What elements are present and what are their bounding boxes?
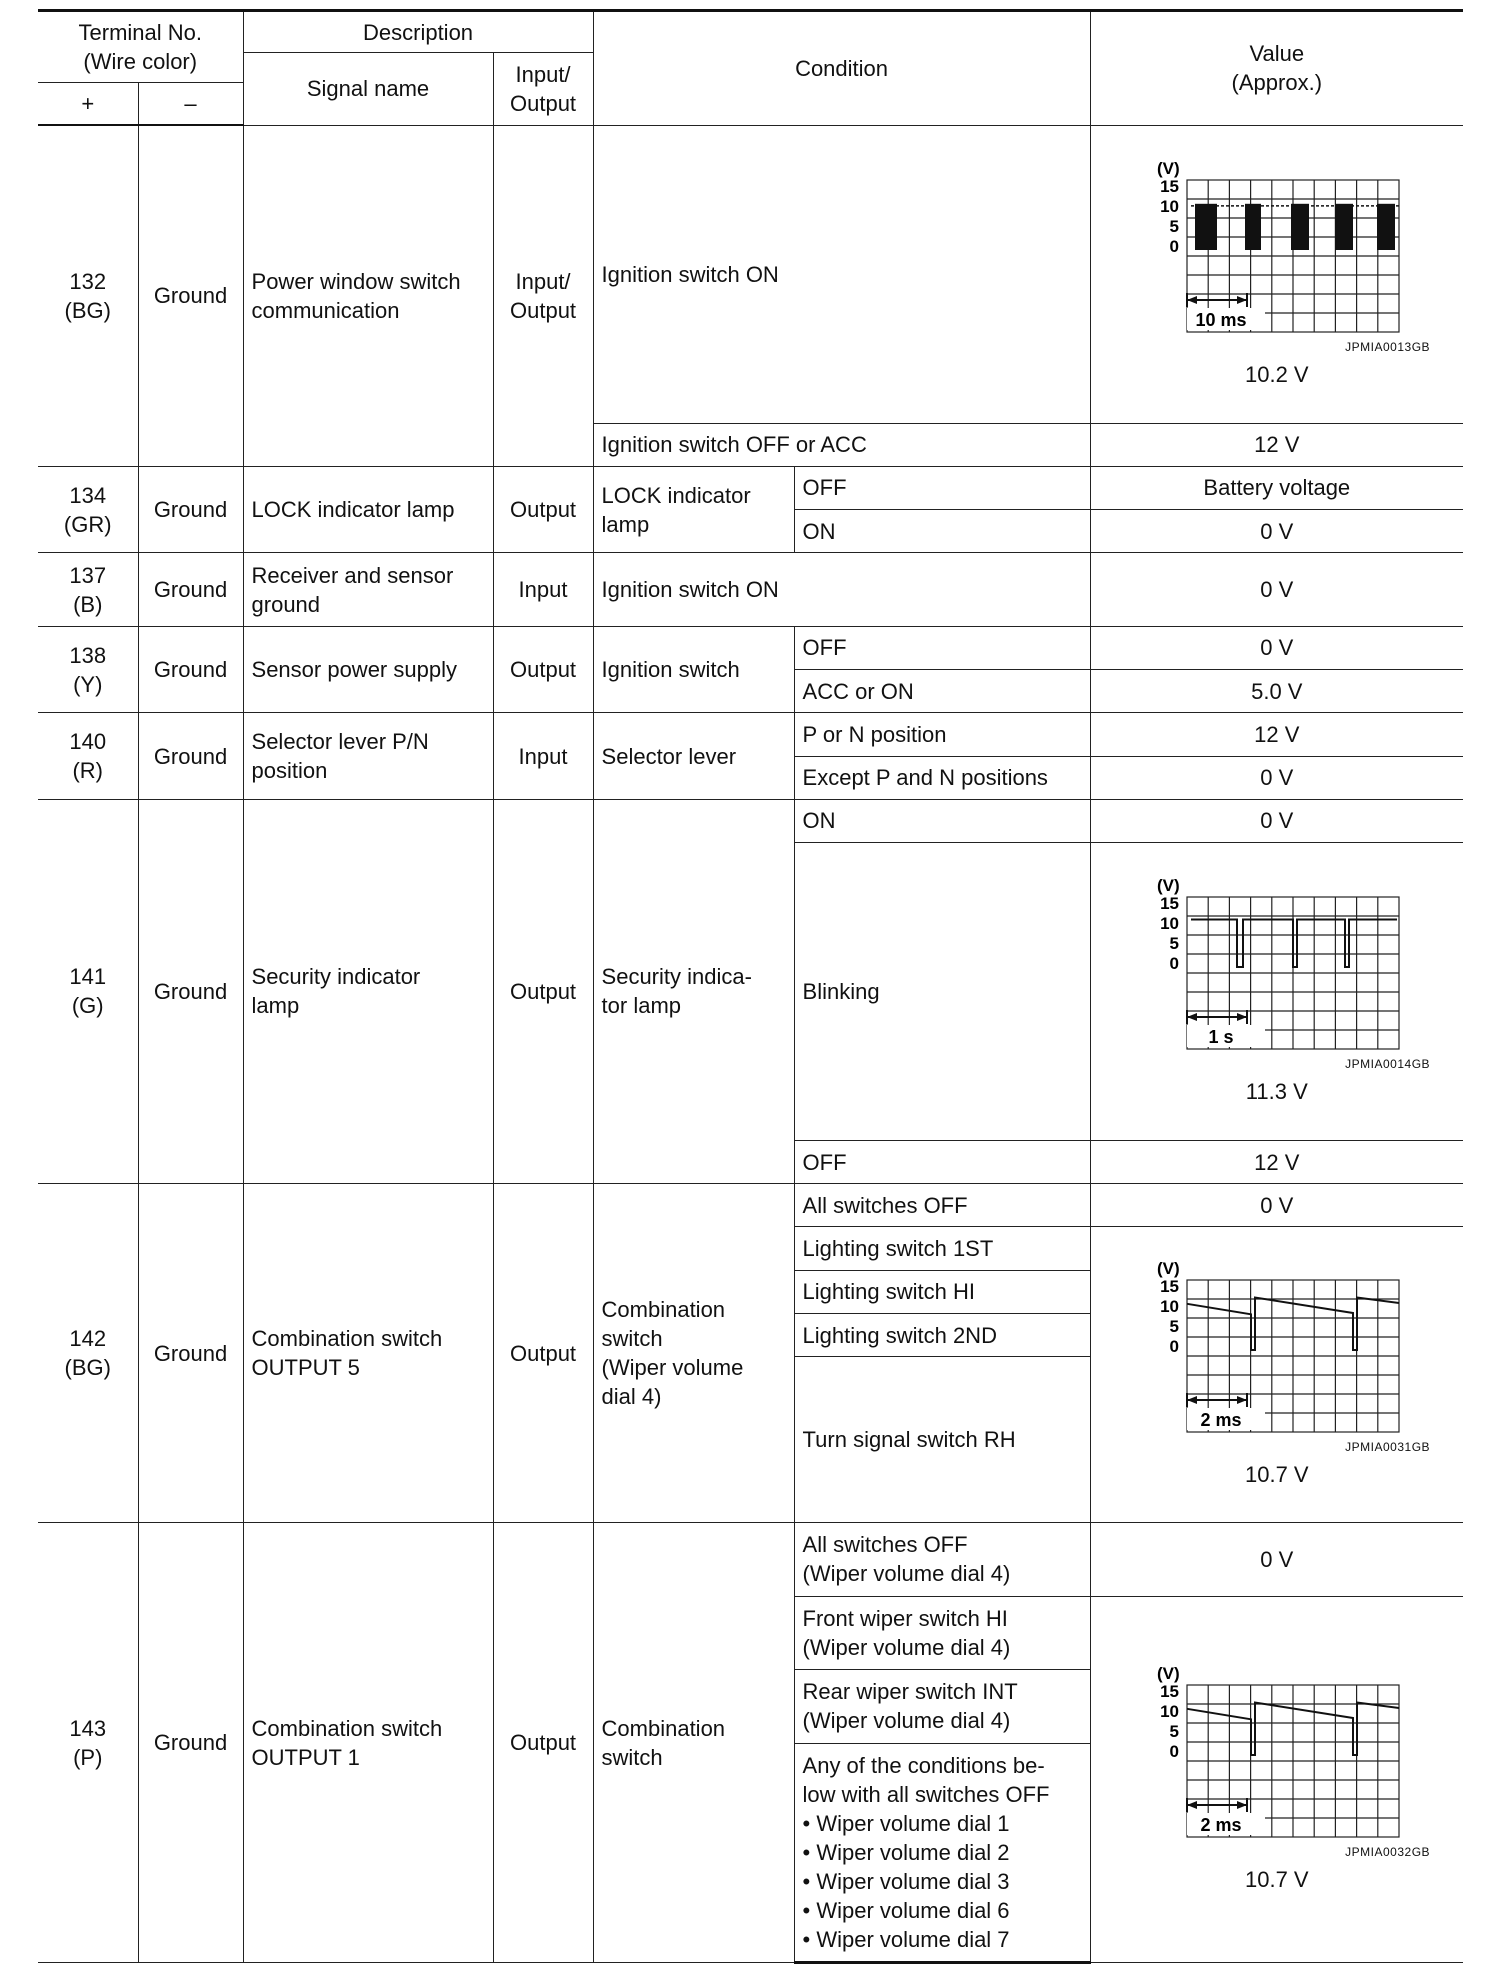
io-cell: Output (493, 1523, 593, 1963)
scope-tick-label: 5 (1169, 1721, 1179, 1741)
sub-condition-cell: Except P and N positions (794, 756, 1090, 799)
bullet-item: • Wiper volume dial 7 (803, 1925, 1082, 1954)
figure-code: JPMIA0032GB (1345, 1844, 1431, 1859)
signal-name-line1: Security indicator (251, 964, 421, 990)
figure-code: JPMIA0031GB (1345, 1440, 1431, 1455)
time-scale-marker (1187, 1798, 1247, 1812)
condition-cell (593, 799, 794, 1183)
value-cell: 12 V (1090, 423, 1463, 466)
value-text: 11.3 V (1245, 1078, 1308, 1104)
condition-cell: Ignition switch ON (593, 125, 1090, 423)
time-scale-label: 2 ms (1200, 1410, 1242, 1431)
sub-condition-cell (794, 1743, 1090, 1962)
condition-line4: dial 4) (601, 1384, 662, 1410)
value-cell-waveform (1090, 1596, 1463, 1962)
signal-name-line1: Receiver and sensor (251, 562, 454, 588)
signal-name-line2: OUTPUT 5 (251, 1355, 360, 1381)
signal-name-cell (243, 125, 493, 466)
io-cell: Output (493, 626, 593, 713)
time-scale-marker (1187, 1010, 1247, 1024)
signal-name-cell (243, 799, 493, 1183)
condition-cell: Selector lever (593, 713, 794, 800)
time-scale-marker (1187, 1393, 1247, 1407)
wire-color: (P) (73, 1744, 103, 1770)
bullet-item: • Wiper volume dial 3 (803, 1867, 1082, 1896)
figure-code: JPMIA0013GB (1345, 339, 1431, 354)
sub-condition-cell (794, 1596, 1090, 1669)
waveform-slot (1099, 877, 1456, 1057)
scope-tick-label: 0 (1169, 1337, 1179, 1357)
value-cell: 0 V (1090, 1523, 1463, 1596)
scope-unit-label: (V) (1156, 1664, 1180, 1683)
io-cell: Output (493, 466, 593, 553)
condition-line1: Security indica- (601, 964, 752, 990)
terminal-number: 132 (69, 268, 107, 294)
sub-condition-cell: OFF (794, 626, 1090, 669)
terminal-number: 141 (69, 964, 107, 990)
condition-line1: Combination (601, 1715, 726, 1741)
terminal-141 (38, 799, 138, 1183)
waveform-graph (1147, 877, 1407, 1057)
ground-cell: Ground (138, 1184, 243, 1523)
scope-tick-label: 10 (1159, 196, 1179, 216)
signal-name-cell (243, 713, 493, 800)
sub-condition-cell (794, 1523, 1090, 1596)
terminal-142 (38, 1184, 138, 1523)
io-cell: Output (493, 1184, 593, 1523)
value-text: 10.7 V (1244, 1462, 1309, 1488)
bullet-item: • Wiper volume dial 6 (803, 1896, 1082, 1925)
header-wire-color-label: (Wire color) (83, 49, 198, 75)
sub-condition-cell: ACC or ON (794, 670, 1090, 713)
ground-cell: Ground (138, 553, 243, 626)
waveform-slot (1099, 1260, 1456, 1440)
value-cell: 12 V (1090, 1140, 1463, 1183)
wire-color: (GR) (63, 511, 112, 537)
signal-name-line1: Selector lever P/N (251, 729, 429, 755)
signal-name-cell (243, 1184, 493, 1523)
ground-cell: Ground (138, 799, 243, 1183)
value-cell: 0 V (1090, 626, 1463, 669)
io-cell: Input (493, 713, 593, 800)
wire-color: (G) (71, 993, 104, 1019)
waveform-slot (1099, 1665, 1456, 1845)
sub-condition-cell (794, 1670, 1090, 1743)
terminal-134 (38, 466, 138, 553)
signal-name-line1: Combination switch (251, 1326, 443, 1352)
header-value-label: Value (1249, 41, 1305, 67)
signal-name-line2: ground (251, 591, 321, 617)
sub-condition-cell: Lighting switch 1ST (794, 1227, 1090, 1270)
bullet-list (803, 1809, 1082, 1954)
waveform-graph (1147, 1260, 1407, 1440)
header-description: Description (243, 11, 593, 53)
condition-cell: Ignition switch ON (593, 553, 1090, 626)
condition-cell (593, 1523, 794, 1963)
sub-condition-line2: (Wiper volume dial 4) (802, 1634, 1011, 1660)
condition-cell: Ignition switch OFF or ACC (593, 423, 1090, 466)
signal-name-line2: lamp (251, 993, 300, 1019)
condition-cell (593, 466, 794, 553)
waveform-trace (1191, 203, 1399, 249)
sub-condition-cell: OFF (794, 466, 1090, 509)
sub-condition-cell: Lighting switch 2ND (794, 1313, 1090, 1356)
wire-color: (BG) (64, 1355, 111, 1381)
value-cell: 12 V (1090, 713, 1463, 756)
condition-cell: Ignition switch (593, 626, 794, 713)
wire-color: (Y) (73, 671, 103, 697)
header-plus: + (38, 83, 138, 125)
header-minus: – (138, 83, 243, 125)
value-cell-waveform (1090, 1227, 1463, 1523)
scope-tick-label: 15 (1159, 1681, 1179, 1701)
waveform-graph (1147, 1665, 1407, 1845)
wire-color: (R) (72, 758, 104, 784)
signal-name-cell: LOCK indicator lamp (243, 466, 493, 553)
header-approx-label: (Approx.) (1231, 70, 1323, 96)
terminal-spec-table (38, 9, 1463, 1964)
io-line2: Output (510, 297, 577, 323)
time-scale-marker (1187, 293, 1247, 307)
wire-color: (BG) (64, 297, 111, 323)
ground-cell: Ground (138, 1523, 243, 1963)
terminal-number: 140 (69, 729, 107, 755)
terminal-number: 137 (69, 562, 107, 588)
signal-name-line1: Combination switch (251, 1715, 443, 1741)
figure-code: JPMIA0014GB (1345, 1056, 1431, 1071)
sub-condition-cell: P or N position (794, 713, 1090, 756)
condition-line2: lamp (601, 511, 650, 537)
scope-tick-label: 15 (1159, 1277, 1179, 1297)
scope-tick-label: 0 (1169, 953, 1179, 973)
scope-tick-label: 10 (1159, 913, 1179, 933)
value-text: 10.2 V (1244, 361, 1309, 387)
waveform-graph (1147, 160, 1407, 340)
condition-line3: (Wiper volume (601, 1355, 744, 1381)
sub-condition-line1: Rear wiper switch INT (802, 1679, 1018, 1705)
bullet-item: • Wiper volume dial 2 (803, 1838, 1082, 1867)
terminal-137 (38, 553, 138, 626)
terminal-number: 134 (69, 482, 107, 508)
sub-condition-line2: low with all switches OFF (802, 1781, 1050, 1807)
condition-cell (593, 1184, 794, 1523)
scope-unit-label: (V) (1156, 159, 1180, 178)
sub-condition-line2: (Wiper volume dial 4) (802, 1561, 1011, 1587)
sub-condition-cell: Turn signal switch RH (794, 1357, 1090, 1523)
signal-name-line1: Power window switch (251, 268, 461, 294)
io-cell: Output (493, 799, 593, 1183)
sub-condition-cell: OFF (794, 1140, 1090, 1183)
waveform-slot (1099, 160, 1456, 340)
sub-condition-line2: (Wiper volume dial 4) (802, 1708, 1011, 1734)
condition-line2: tor lamp (601, 993, 682, 1019)
terminal-number: 138 (69, 642, 107, 668)
scope-tick-label: 15 (1159, 893, 1179, 913)
waveform-trace (1191, 920, 1397, 967)
header-terminal-label: Terminal No. (78, 20, 202, 46)
condition-line1: Combination (601, 1297, 726, 1323)
header-input-output (493, 53, 593, 125)
signal-name-line2: position (251, 758, 328, 784)
sub-condition-cell: ON (794, 799, 1090, 842)
ground-cell: Ground (138, 466, 243, 553)
value-cell: 0 V (1090, 553, 1463, 626)
value-cell-waveform (1090, 125, 1463, 423)
terminal-132 (38, 125, 138, 466)
signal-name-line2: OUTPUT 1 (251, 1744, 360, 1770)
scope-tick-label: 5 (1169, 1317, 1179, 1337)
wire-color: (B) (73, 591, 103, 617)
io-cell (493, 125, 593, 466)
sub-condition-cell: Lighting switch HI (794, 1270, 1090, 1313)
scope-tick-label: 0 (1169, 236, 1179, 256)
scope-tick-label: 5 (1169, 216, 1179, 236)
header-io-line2: Output (510, 90, 577, 116)
scope-tick-label: 10 (1159, 1297, 1179, 1317)
condition-line2: switch (601, 1744, 663, 1770)
time-scale-label: 1 s (1208, 1026, 1234, 1047)
io-line1: Input/ (515, 268, 571, 294)
header-value (1090, 11, 1463, 126)
signal-name-cell: Sensor power supply (243, 626, 493, 713)
signal-name-cell (243, 1523, 493, 1963)
header-io-line1: Input/ (515, 61, 571, 87)
ground-cell: Ground (138, 125, 243, 466)
signal-name-line2: communication (251, 297, 400, 323)
header-signal-name: Signal name (243, 53, 493, 125)
scope-tick-label: 15 (1159, 176, 1179, 196)
bullet-item: • Wiper volume dial 1 (803, 1809, 1082, 1838)
ground-cell: Ground (138, 626, 243, 713)
header-condition: Condition (593, 11, 1090, 126)
scope-tick-label: 0 (1169, 1741, 1179, 1761)
time-scale-label: 2 ms (1200, 1814, 1242, 1835)
condition-line1: LOCK indicator (601, 482, 751, 508)
scope-tick-label: 10 (1159, 1701, 1179, 1721)
terminal-138 (38, 626, 138, 713)
value-cell-waveform (1090, 843, 1463, 1141)
value-cell: 0 V (1090, 799, 1463, 842)
terminal-143 (38, 1523, 138, 1963)
value-cell: 0 V (1090, 1184, 1463, 1227)
value-text: 10.7 V (1244, 1866, 1309, 1892)
sub-condition-line1: All switches OFF (802, 1532, 968, 1558)
sub-condition-cell: All switches OFF (794, 1184, 1090, 1227)
terminal-number: 142 (69, 1326, 107, 1352)
scope-unit-label: (V) (1156, 876, 1180, 895)
terminal-140 (38, 713, 138, 800)
condition-line2: switch (601, 1326, 663, 1352)
time-scale-label: 10 ms (1195, 309, 1247, 330)
signal-name-cell (243, 553, 493, 626)
scope-unit-label: (V) (1156, 1260, 1180, 1279)
value-cell: 0 V (1090, 756, 1463, 799)
io-cell: Input (493, 553, 593, 626)
value-cell: 5.0 V (1090, 670, 1463, 713)
ground-cell: Ground (138, 713, 243, 800)
terminal-number: 143 (69, 1715, 107, 1741)
sub-condition-line1: Any of the conditions be- (802, 1752, 1045, 1778)
header-terminal-no (38, 11, 243, 83)
scope-tick-label: 5 (1169, 933, 1179, 953)
value-cell: Battery voltage (1090, 466, 1463, 509)
sub-condition-cell: Blinking (794, 843, 1090, 1141)
sub-condition-line1: Front wiper switch HI (802, 1605, 1008, 1631)
sub-condition-cell: ON (794, 510, 1090, 553)
value-cell: 0 V (1090, 510, 1463, 553)
